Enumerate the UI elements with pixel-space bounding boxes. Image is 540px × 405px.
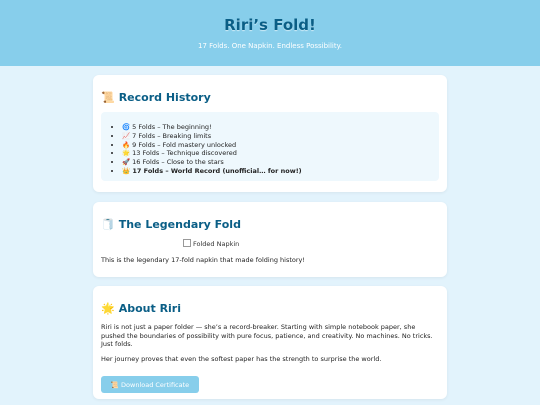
legendary-fold-card (93, 202, 447, 277)
napkin-image (183, 239, 239, 248)
record-history-card (93, 75, 447, 192)
about-title: About Riri (118, 302, 182, 315)
image-alt-text: Folded Napkin (193, 240, 240, 248)
record-text: 9 Folds – Fold mastery unlocked (132, 140, 237, 149)
list-item (122, 141, 302, 150)
about-card (93, 286, 447, 399)
toilet-paper-icon: 🧻 (101, 218, 115, 231)
download-button-label: Download Certificate (121, 380, 190, 389)
list-item (122, 158, 302, 167)
star-icon: 🌟 (122, 149, 131, 158)
record-history-heading (101, 91, 211, 104)
napkin-caption: This is the legendary 17-fold napkin that made folding history! (101, 256, 305, 264)
chart-up-icon: 📈 (122, 131, 131, 140)
record-list-box (101, 112, 439, 181)
record-text: 17 Folds – World Record (unofficial… for now!) (132, 166, 302, 175)
about-paragraph: Riri is not just a paper folder — she’s a record-breaker. Starting with simple notebook paper, she pushed the boundaries of possibility with pure focus, patience, and creativity. No machines. No tricks. Just folds. (101, 323, 433, 349)
legendary-fold-title: The Legendary Fold (118, 218, 241, 231)
list-item (122, 167, 302, 176)
legendary-fold-heading (101, 218, 241, 231)
record-text: 16 Folds – Close to the stars (132, 158, 224, 167)
record-list (114, 123, 302, 176)
page-title: Riri’s Fold! (224, 16, 316, 34)
tagline: 17 Folds. One Napkin. Endless Possibility. (198, 42, 342, 50)
list-item (122, 149, 302, 158)
hero-header (0, 0, 540, 66)
list-item (122, 123, 302, 132)
about-paragraph: Her journey proves that even the softest paper has the strength to surprise the world. (101, 355, 382, 363)
broken-image-icon (183, 239, 191, 247)
record-text: 13 Folds – Technique discovered (132, 149, 237, 158)
record-text: 5 Folds – The beginning! (132, 123, 212, 131)
spiral-icon: 🌀 (122, 123, 131, 131)
download-certificate-button[interactable] (101, 376, 199, 393)
rocket-icon: 🚀 (122, 158, 131, 167)
crown-icon: 👑 (122, 166, 131, 175)
record-history-title: Record History (118, 91, 211, 104)
fire-icon: 🔥 (122, 140, 131, 149)
glowing-star-icon: 🌟 (101, 302, 115, 315)
scroll-icon: 📜 (101, 91, 115, 104)
record-text: 7 Folds – Breaking limits (132, 131, 212, 140)
about-heading (101, 302, 181, 315)
list-item (122, 132, 302, 141)
scroll-icon: 📜 (110, 380, 119, 389)
